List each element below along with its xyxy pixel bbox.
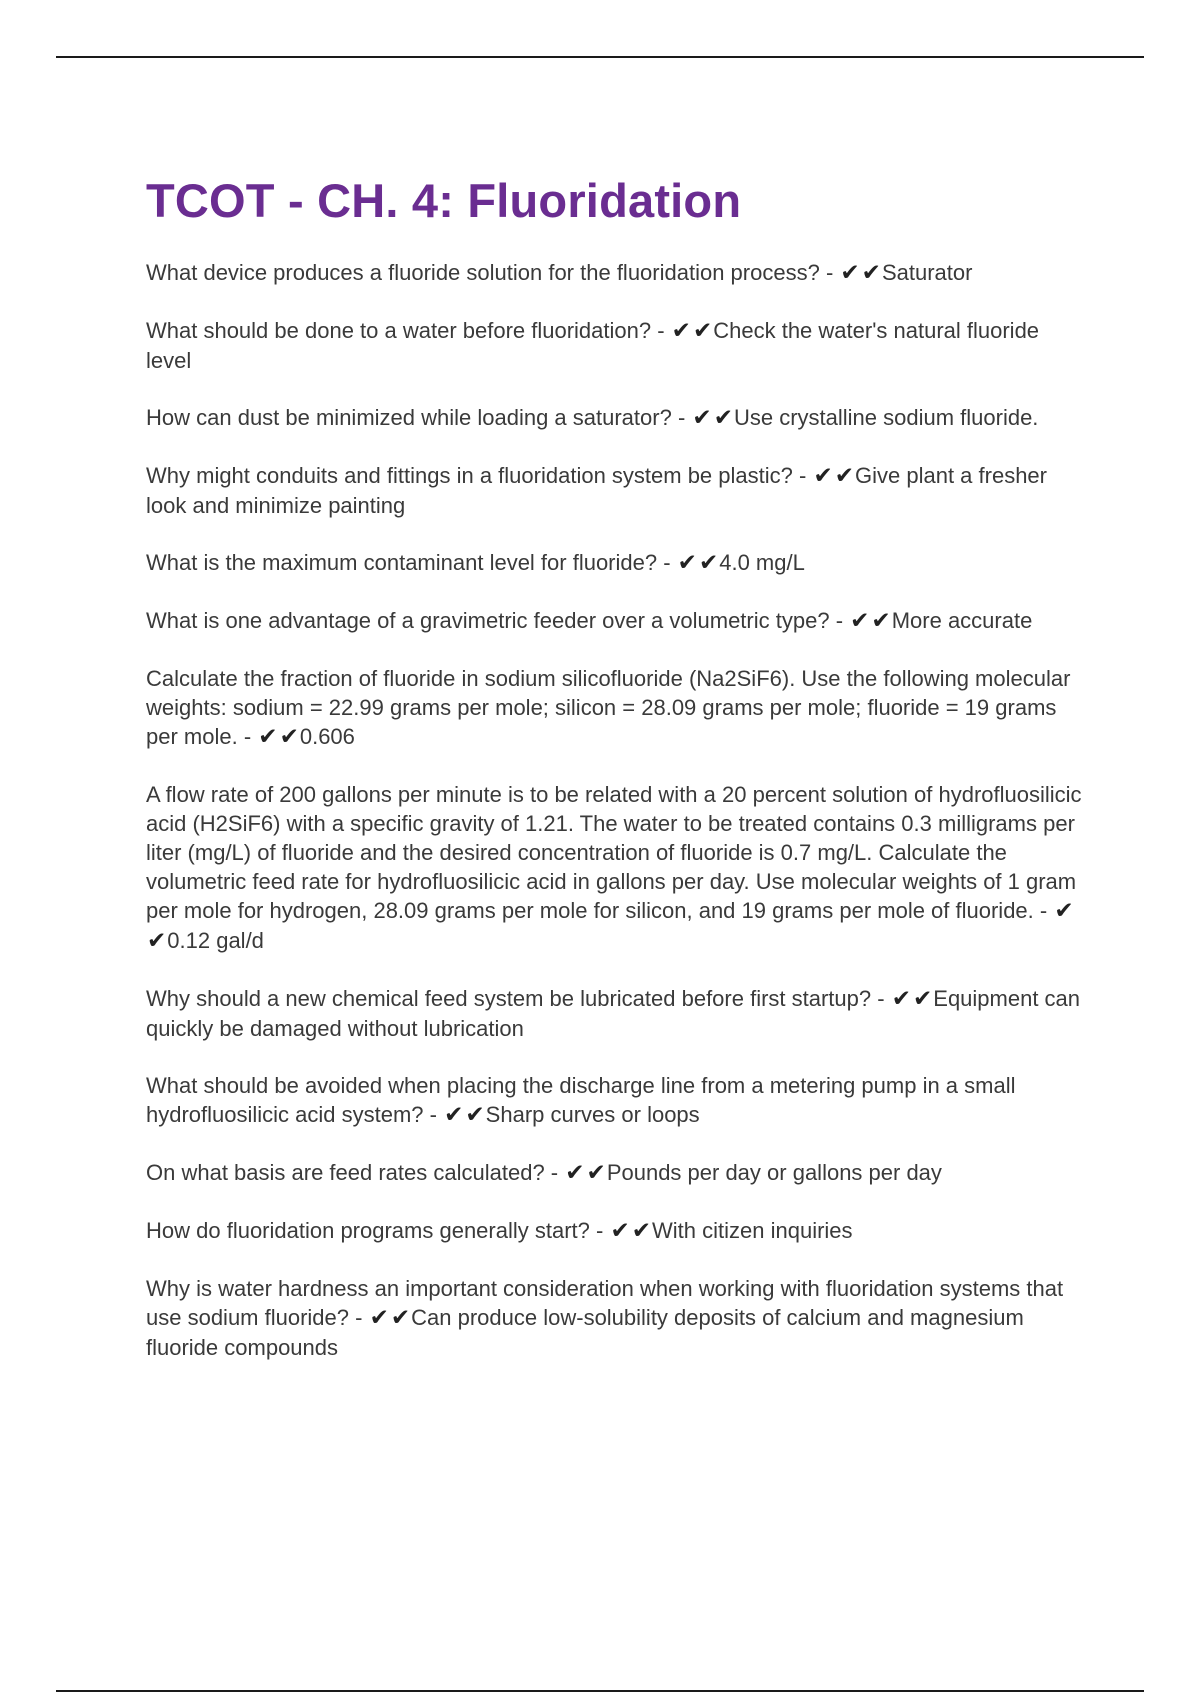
check-icon: ✔: [912, 986, 933, 1012]
check-icon: ✔: [631, 1218, 652, 1244]
answer-text: With citizen inquiries: [652, 1218, 853, 1243]
qa-item: [146, 1216, 1086, 1246]
qa-item: [146, 403, 1086, 433]
qa-item: [146, 548, 1086, 578]
check-icon: ✔: [565, 1160, 585, 1186]
separator: -: [819, 260, 840, 285]
answer-text: Use crystalline sodium fluoride.: [733, 405, 1039, 430]
separator: -: [349, 1305, 369, 1330]
answer-text: More accurate: [891, 608, 1033, 633]
question-text: What is one advantage of a gravimetric feeder over a volumetric type?: [146, 608, 830, 633]
qa-item: [146, 1274, 1086, 1362]
check-icon: ✔: [671, 318, 691, 344]
question-text: Calculate the fraction of fluoride in sodium silicofluoride (Na2SiF6). Use the following molecular weights: sodium = 22.99 grams per mole; silicon = 28.09 grams per mole; fluoride = 19 grams per mole.: [146, 666, 1071, 749]
separator: -: [423, 1102, 444, 1127]
check-icon: ✔: [692, 405, 712, 431]
qa-item: [146, 258, 1086, 288]
top-rule: [56, 56, 1144, 58]
answer-text: 0.606: [299, 724, 355, 749]
check-icon: ✔: [369, 1305, 389, 1331]
check-icon: ✔: [1054, 898, 1074, 924]
question-text: Why is water hardness an important consideration when working with fluoridation systems that use sodium fluoride?: [146, 1276, 1064, 1330]
separator: -: [1033, 898, 1054, 923]
answer-text: Sharp curves or loops: [485, 1102, 700, 1127]
answer-text: 0.12 gal/d: [167, 928, 264, 953]
qa-item: [146, 664, 1086, 752]
bottom-rule: [56, 1690, 1144, 1692]
qa-item: [146, 1071, 1086, 1130]
question-text: A flow rate of 200 gallons per minute is to be related with a 20 percent solution of hydrofluosilicic acid (H2SiF6) with a specific gravity of 1.21. The water to be treated contains 0.3 milligrams per liter (mg/L) of fluoride and the desired concentration of fluoride is 0.7 mg/L. Calculate the volumetric feed rate for hydrofluosilicic acid in gallons per day. Use molecular weights of 1 gram per mole for hydrogen, 28.09 grams per mole for silicon, and 19 grams per mole of fluoride.: [146, 782, 1082, 923]
answer-text: Give plant a fresher look and minimize painting: [146, 463, 1047, 518]
qa-item: [146, 780, 1086, 956]
check-icon: ✔: [279, 724, 299, 750]
separator: -: [671, 405, 692, 430]
question-text: How can dust be minimized while loading a saturator?: [146, 405, 672, 430]
separator: -: [829, 608, 850, 633]
check-icon: ✔: [840, 260, 860, 286]
answer-text: Equipment can quickly be damaged without lubrication: [146, 986, 1081, 1041]
check-icon: ✔: [850, 608, 870, 634]
question-text: Why might conduits and fittings in a fluoridation system be plastic?: [146, 463, 793, 488]
question-text: How do fluoridation programs generally start?: [146, 1218, 590, 1243]
separator: -: [792, 463, 813, 488]
page-title: TCOT - CH. 4: Fluoridation: [146, 174, 742, 227]
question-text: What is the maximum contaminant level for fluoride?: [146, 550, 658, 575]
check-icon: ✔: [147, 928, 167, 954]
answer-text: Can produce low-solubility deposits of calcium and magnesium fluoride compounds: [146, 1305, 1024, 1360]
answer-text: Check the water's natural fluoride level: [146, 318, 1040, 373]
check-icon: ✔: [713, 405, 733, 431]
separator: -: [657, 550, 677, 575]
qa-item: [146, 316, 1086, 375]
qa-item: [146, 461, 1086, 520]
separator: -: [871, 986, 891, 1011]
answer-text: 4.0 mg/L: [719, 550, 805, 575]
separator: -: [237, 724, 258, 749]
question-text: On what basis are feed rates calculated?: [146, 1160, 545, 1185]
answer-text: Pounds per day or gallons per day: [606, 1160, 942, 1185]
check-icon: ✔: [871, 608, 891, 634]
check-icon: ✔: [813, 463, 833, 489]
separator: -: [589, 1218, 610, 1243]
answer-text: Saturator: [881, 260, 973, 285]
check-icon: ✔: [861, 260, 881, 286]
check-icon: ✔: [698, 550, 719, 576]
check-icon: ✔: [891, 986, 911, 1012]
question-text: What device produces a fluoride solution for the fluoridation process?: [146, 260, 820, 285]
question-text: What should be done to a water before fluoridation?: [146, 318, 652, 343]
qa-item: [146, 606, 1086, 636]
question-text: Why should a new chemical feed system be lubricated before first startup?: [146, 986, 872, 1011]
check-icon: ✔: [444, 1102, 464, 1128]
check-icon: ✔: [390, 1305, 411, 1331]
qa-item: [146, 1158, 1086, 1188]
separator: -: [651, 318, 671, 343]
check-icon: ✔: [586, 1160, 606, 1186]
separator: -: [544, 1160, 565, 1185]
check-icon: ✔: [692, 318, 713, 344]
qa-item: [146, 984, 1086, 1043]
check-icon: ✔: [677, 550, 697, 576]
check-icon: ✔: [258, 724, 278, 750]
question-text: What should be avoided when placing the discharge line from a metering pump in a small hydrofluosilicic acid system?: [146, 1073, 1016, 1127]
check-icon: ✔: [465, 1102, 485, 1128]
document-body: [146, 172, 1086, 1390]
check-icon: ✔: [834, 463, 854, 489]
check-icon: ✔: [610, 1218, 630, 1244]
